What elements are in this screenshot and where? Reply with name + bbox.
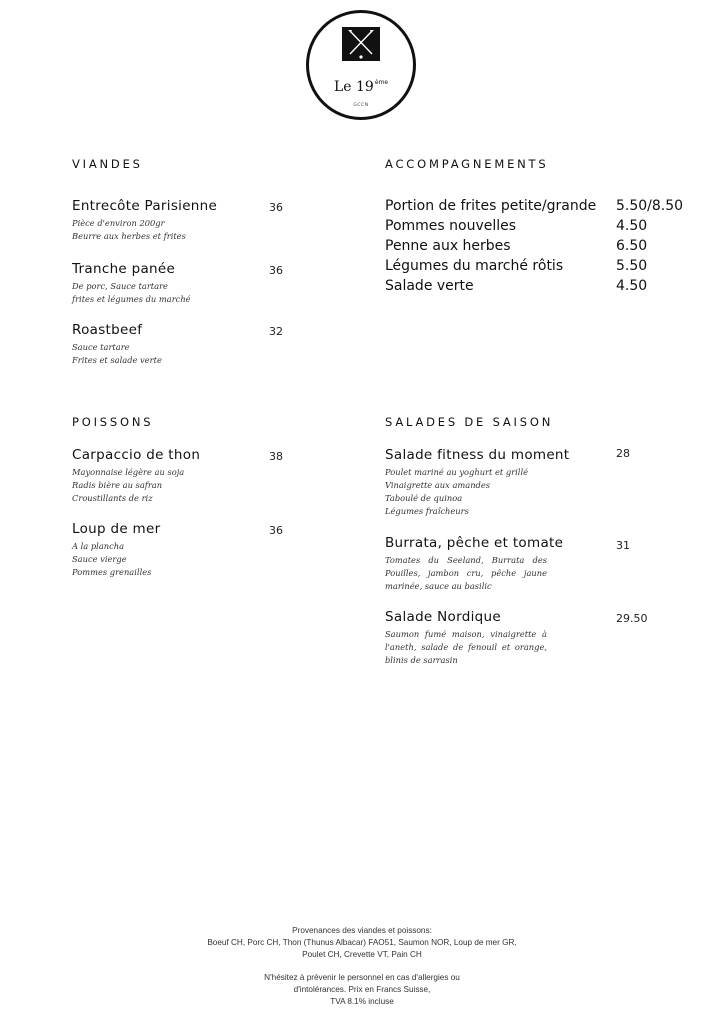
logo-subtitle: GCCN — [353, 103, 369, 108]
item-price: 5.50/8.50 — [616, 198, 684, 214]
item-price: 4.50 — [616, 278, 648, 294]
item-name: Tranche panée — [72, 261, 176, 277]
crossed-golf-clubs-icon — [342, 27, 380, 61]
item-name: Légumes du marché rôtis — [385, 258, 564, 274]
item-price: 36 — [269, 524, 283, 537]
section-title-poissons: POISSONS — [72, 415, 154, 429]
menu-item — [385, 535, 625, 593]
section-title-viandes: VIANDES — [72, 157, 143, 171]
item-name: Carpaccio de thon — [72, 447, 201, 463]
item-price: 31 — [616, 539, 630, 552]
side-item — [385, 218, 685, 238]
logo-title: Le 19ème — [333, 79, 389, 95]
item-description: Pièce d'environ 200gr Beurre aux herbes et frites — [72, 218, 186, 241]
item-name: Entrecôte Parisienne — [72, 198, 218, 214]
item-price: 28 — [616, 447, 630, 460]
menu-item — [385, 447, 625, 518]
item-price: 38 — [269, 450, 283, 463]
side-item — [385, 258, 685, 278]
item-name: Loup de mer — [72, 521, 161, 537]
item-name: Salade fitness du moment — [385, 447, 570, 463]
item-name: Roastbeef — [72, 322, 143, 338]
item-price: 5.50 — [616, 258, 648, 274]
item-description: Sauce tartare Frites et salade verte — [72, 342, 162, 365]
item-price: 6.50 — [616, 238, 648, 254]
item-description: De porc, Sauce tartare frites et légumes du marché — [72, 281, 191, 304]
section-title-accompagnements: ACCOMPAGNEMENTS — [385, 157, 549, 171]
item-name: Portion de frites petite/grande — [385, 198, 597, 214]
section-title-salades: SALADES DE SAISON — [385, 415, 554, 429]
item-description: A la plancha Sauce vierge Pommes grenailles — [72, 541, 152, 577]
item-description: Saumon fumé maison, vinaigrette à l'aneth, salade de fenouil et orange, blinis de sarrasin — [385, 629, 547, 665]
item-price: 36 — [269, 201, 283, 214]
item-price: 36 — [269, 264, 283, 277]
restaurant-logo — [306, 10, 416, 120]
footer-provenance: Provenances des viandes et poissons: Boeuf CH, Porc CH, Thon (Thunus Albacar) FAO51, Saumon NOR, Loup de mer GR, Poulet CH, Crevette VT, Pain CH — [207, 926, 517, 959]
item-description: Poulet mariné au yoghurt et grillé Vinaigrette aux amandes Taboulé de quinoa Légumes fraîcheurs — [385, 467, 529, 516]
item-name: Pommes nouvelles — [385, 218, 517, 234]
item-description: Tomates du Seeland, Burrata des Pouilles, jambon cru, pêche jaune marinée, sauce au basilic — [385, 555, 547, 591]
side-item — [385, 238, 685, 258]
menu-item — [385, 609, 625, 667]
item-price: 4.50 — [616, 218, 648, 234]
item-price: 29.50 — [616, 612, 648, 625]
footer-notice: N'hésitez à prévenir le personnel en cas d'allergies ou d'intolérances. Prix en Francs Suisse, TVA 8.1% incluse — [264, 973, 460, 1006]
side-item — [385, 278, 685, 298]
side-item — [385, 198, 685, 218]
item-name: Salade Nordique — [385, 609, 501, 625]
item-name: Burrata, pêche et tomate — [385, 535, 564, 551]
item-description: Mayonnaise légère au soja Radis bière au safran Croustillants de riz — [72, 467, 185, 503]
item-name: Salade verte — [385, 278, 474, 294]
item-name: Penne aux herbes — [385, 238, 511, 254]
item-price: 32 — [269, 325, 283, 338]
